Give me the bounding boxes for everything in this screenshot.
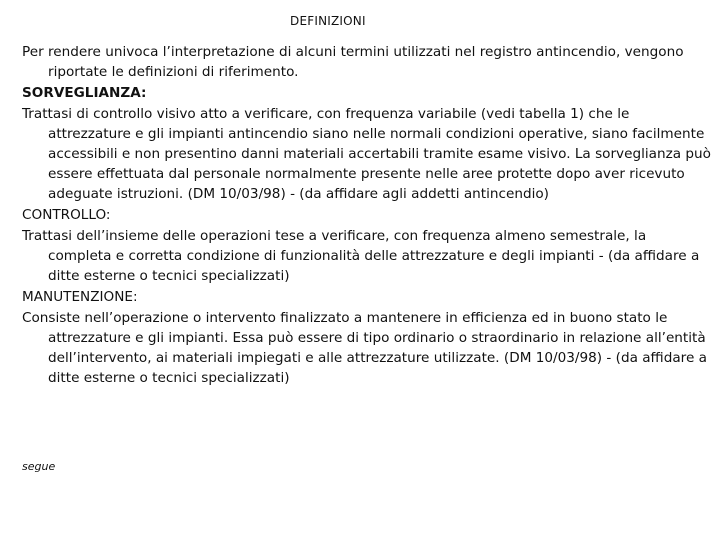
- section-text-controllo: Trattasi dell’insieme delle operazioni tese a verificare, con frequenza almeno semestrale, la completa e corretta condizione di funzionalità delle attrezzature e degli impianti - (da affidare a ditte esterne o tecnici specializzati): [22, 228, 700, 284]
- footer-continue-note: segue: [22, 460, 56, 473]
- section-heading-controllo: CONTROLLO:: [22, 207, 111, 223]
- intro-paragraph: Per rendere univoca l’interpretazione di alcuni termini utilizzati nel registro antincendio, vengono riportate le definizioni di riferimento.: [22, 44, 684, 80]
- section-text-sorveglianza: Trattasi di controllo visivo atto a verificare, con frequenza variabile (vedi tabella 1) che le attrezzature e gli impianti antincendio siano nelle normali condizioni operative, siano facilmente accessibili e non presentino danni materiali accertabili tramite esame visivo. La sorveglianza può essere effettuata dal personale normalmente presente nelle aree protette dopo aver ricevuto adeguate istruzioni. (DM 10/03/98) - (da affidare agli addetti antincendio): [22, 106, 711, 202]
- section-text-manutenzione: Consiste nell’operazione o intervento finalizzato a mantenere in efficienza ed in buono stato le attrezzature e gli impianti. Essa può essere di tipo ordinario o straordinario in relazione all’entità dell’intervento, ai materiali impiegati e alle attrezzature utilizzate. (DM 10/03/98) - (da affidare a ditte esterne o tecnici specializzati): [22, 310, 707, 386]
- section-heading-manutenzione: MANUTENZIONE:: [22, 289, 138, 305]
- section-heading-sorveglianza: SORVEGLIANZA:: [22, 85, 147, 101]
- page-title: DEFINIZIONI: [290, 14, 366, 28]
- document-body: [22, 42, 712, 389]
